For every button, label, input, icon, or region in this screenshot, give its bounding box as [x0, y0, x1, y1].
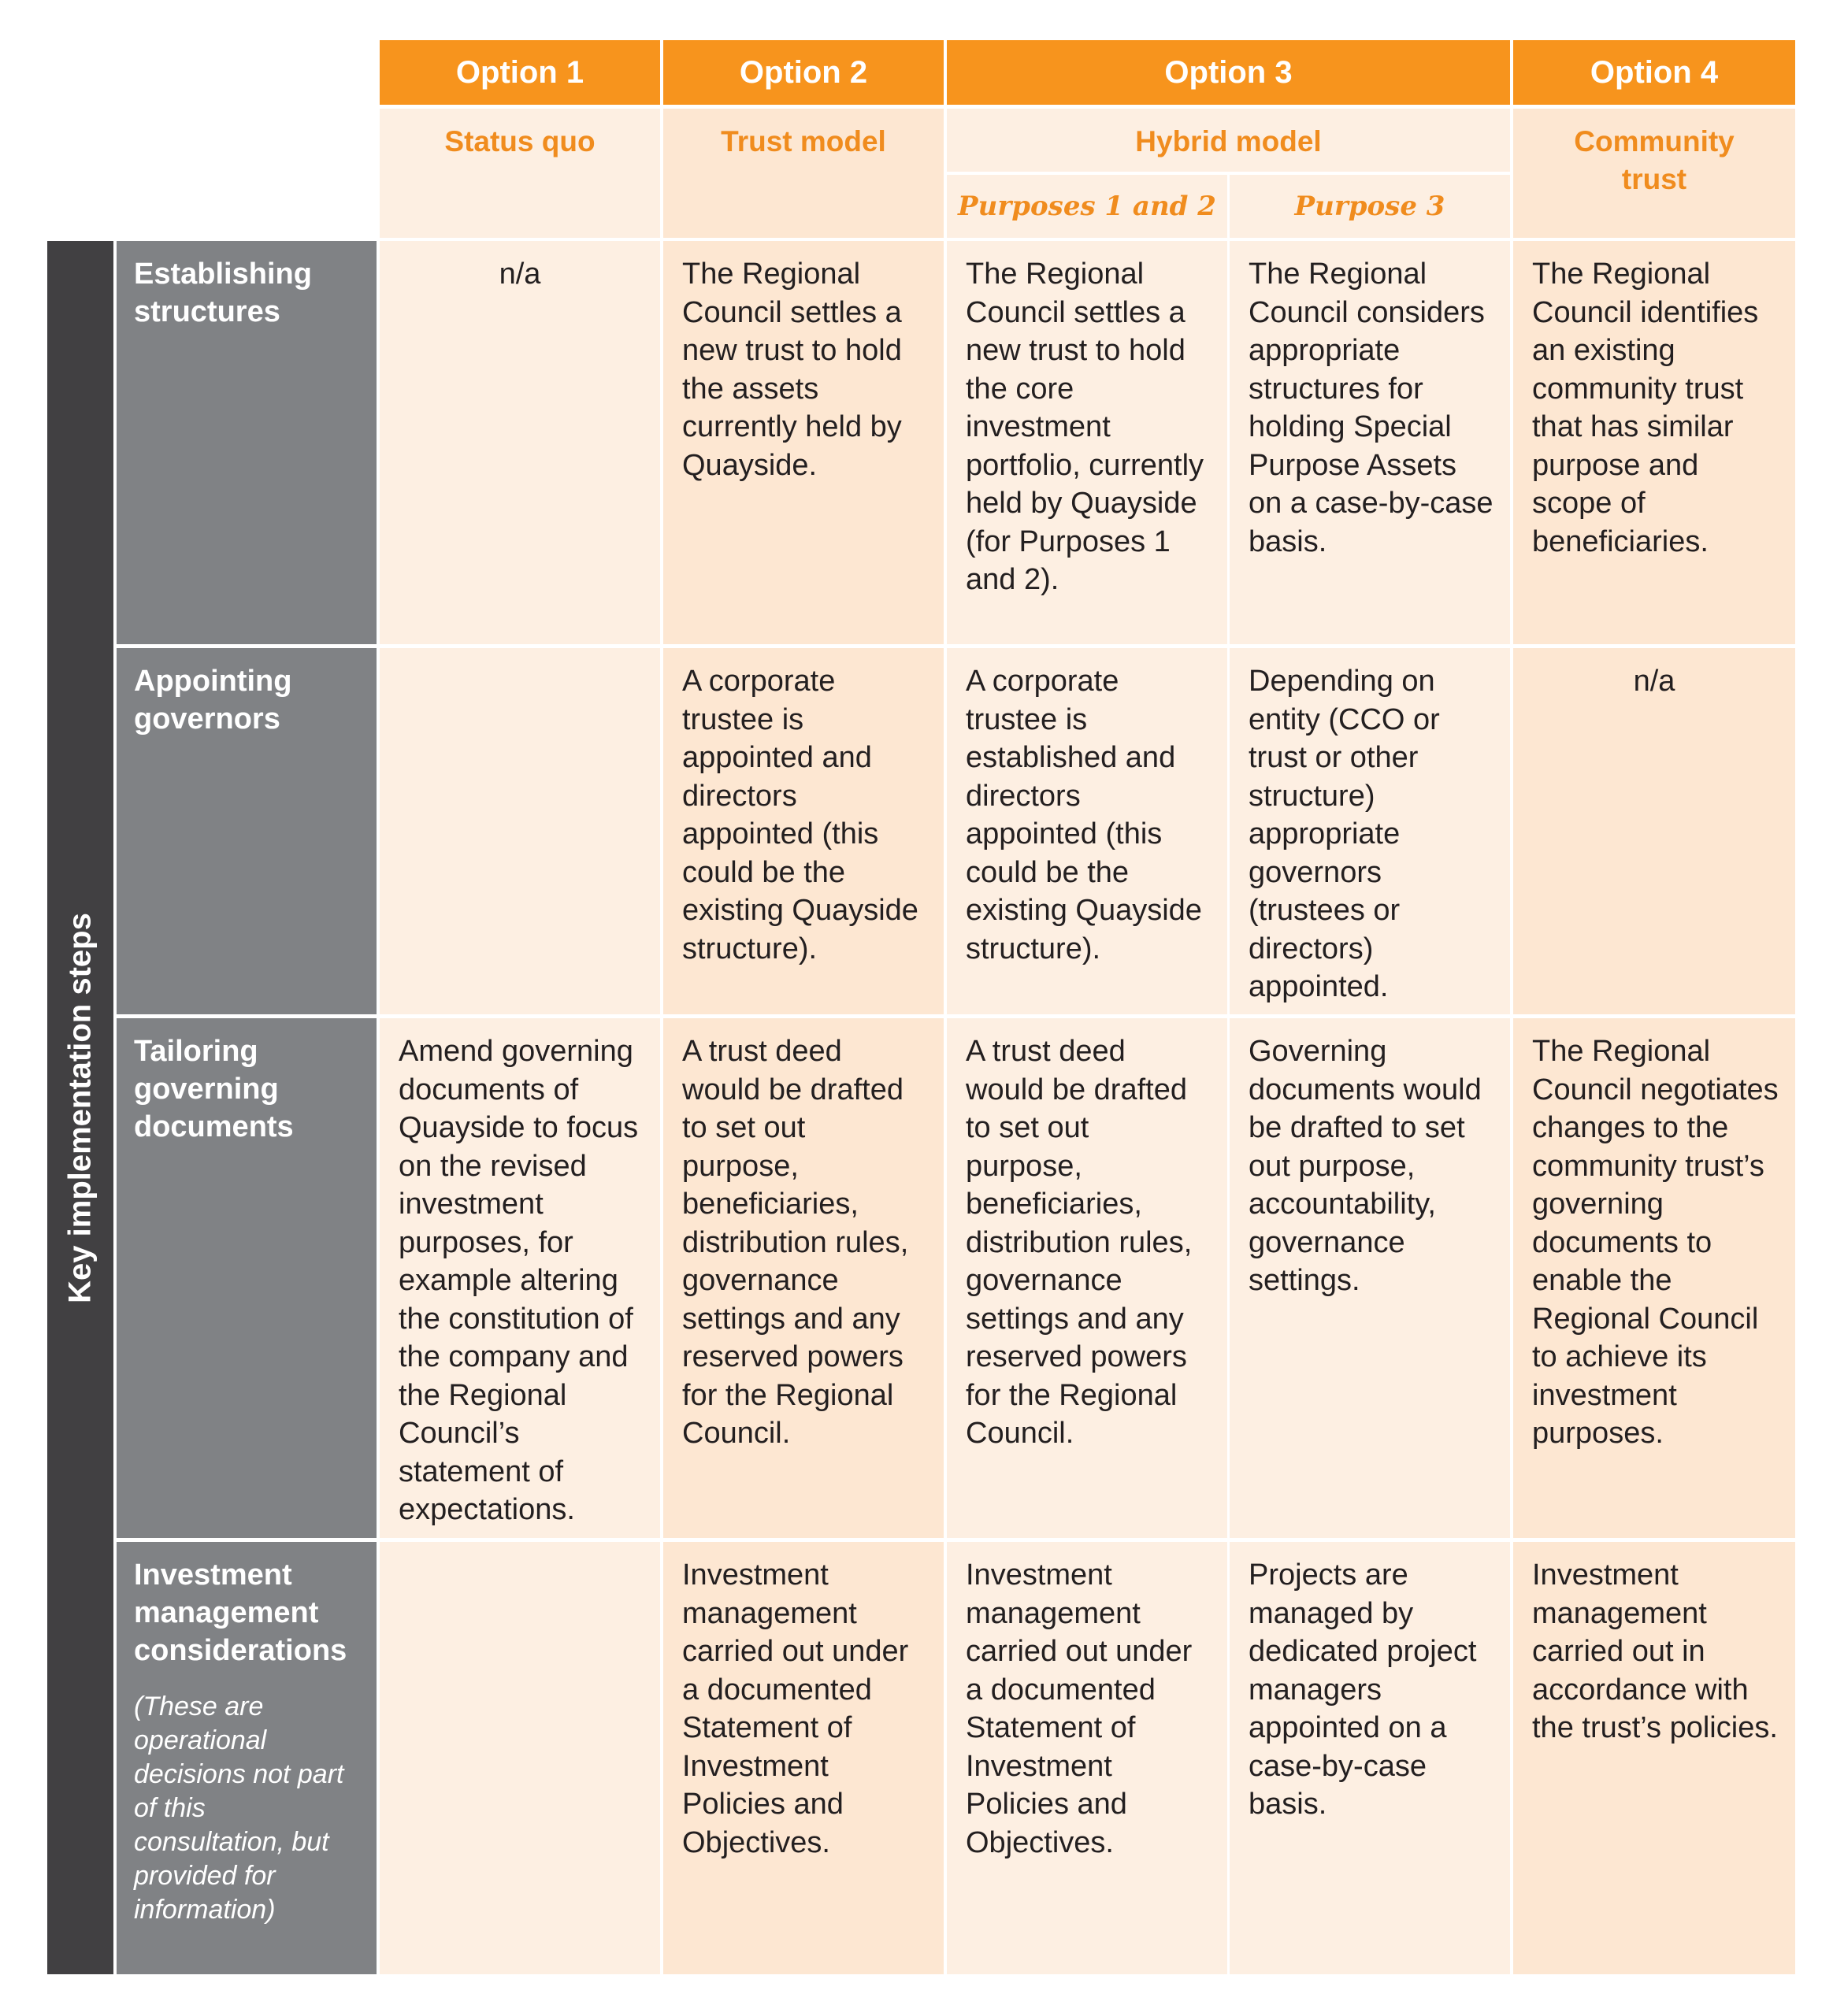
table-cell: The Regional Council settles a new trust to hold the assets currently held by Quayside.: [663, 241, 944, 644]
table-cell: A corporate trustee is appointed and directors appointed (this could be the existing Quayside structure).: [663, 648, 944, 1014]
option-4-header: Option 4: [1513, 40, 1795, 105]
table-cell: The Regional Council negotiates changes to the community trust’s governing documents to enable the Regional Council to achieve its investment purposes.: [1513, 1018, 1795, 1538]
table-cell: The Regional Council identifies an existing community trust that has similar purpose and scope of beneficiaries.: [1513, 241, 1795, 644]
option-1-model: Status quo: [380, 109, 660, 238]
table-cell: A trust deed would be drafted to set out purpose, beneficiaries, distribution rules, governance settings and any reserved powers for the Regional Council.: [663, 1018, 944, 1538]
table-cell: Projects are managed by dedicated project managers appointed on a case-by-case basis.: [1230, 1542, 1510, 1974]
option-3-model: Hybrid model: [947, 109, 1510, 172]
table-cell: Investment management carried out under a documented Statement of Investment Policies and Objectives.: [663, 1542, 944, 1974]
option-3-header: Option 3: [947, 40, 1510, 105]
row-label-appointing-governors: [117, 648, 377, 1014]
sidebar: [47, 241, 113, 1974]
row-label-text: Investment management considerations: [134, 1558, 347, 1667]
option-3-purpose-3: Purpose 3: [1230, 175, 1510, 238]
option-3-purposes-1-2: Purposes 1 and 2: [947, 175, 1227, 238]
table-cell: [380, 1542, 660, 1974]
table-cell: Depending on entity (CCO or trust or other structure) appropriate governors (trustees or directors) appointed.: [1230, 648, 1510, 1014]
row-label-text: Establishing structures: [134, 258, 312, 328]
row-label-note: (These are operational decisions not part of this consultation, but provided for information): [134, 1692, 344, 1925]
sidebar-label: Key implementation steps: [62, 912, 98, 1303]
option-1-header: Option 1: [380, 40, 660, 105]
row-label-text: Appointing governors: [134, 665, 292, 736]
table-cell: Governing documents would be drafted to set out purpose, accountability, governance settings.: [1230, 1018, 1510, 1538]
table-cell: Investment management carried out under a documented Statement of Investment Policies and Objectives.: [947, 1542, 1227, 1974]
option-2-model: Trust model: [663, 109, 944, 238]
option-2-header: Option 2: [663, 40, 944, 105]
row-label-establishing-structures: [117, 241, 377, 644]
option-4-model: Community trust: [1513, 109, 1795, 238]
table-cell: n/a: [1513, 648, 1795, 1014]
table-cell: A trust deed would be drafted to set out purpose, beneficiaries, distribution rules, governance settings and any reserved powers for the Regional Council.: [947, 1018, 1227, 1538]
table-cell: The Regional Council settles a new trust to hold the core investment portfolio, currently held by Quayside (for Purposes 1 and 2).: [947, 241, 1227, 644]
table-cell: [380, 648, 660, 1014]
row-label-tailoring-governing-documents: [117, 1018, 377, 1538]
table-cell: A corporate trustee is established and directors appointed (this could be the existing Quayside structure).: [947, 648, 1227, 1014]
table-cell: Amend governing documents of Quayside to focus on the revised investment purposes, for example altering the constitution of the company and the Regional Council’s statement of expectations.: [380, 1018, 660, 1538]
table-cell: The Regional Council considers appropriate structures for holding Special Purpose Assets on a case-by-case basis.: [1230, 241, 1510, 644]
row-label-investment-management: [117, 1542, 377, 1974]
table-cell: n/a: [380, 241, 660, 644]
row-label-text: Tailoring governing documents: [134, 1035, 294, 1143]
table-cell: Investment management carried out in accordance with the trust’s policies.: [1513, 1542, 1795, 1974]
